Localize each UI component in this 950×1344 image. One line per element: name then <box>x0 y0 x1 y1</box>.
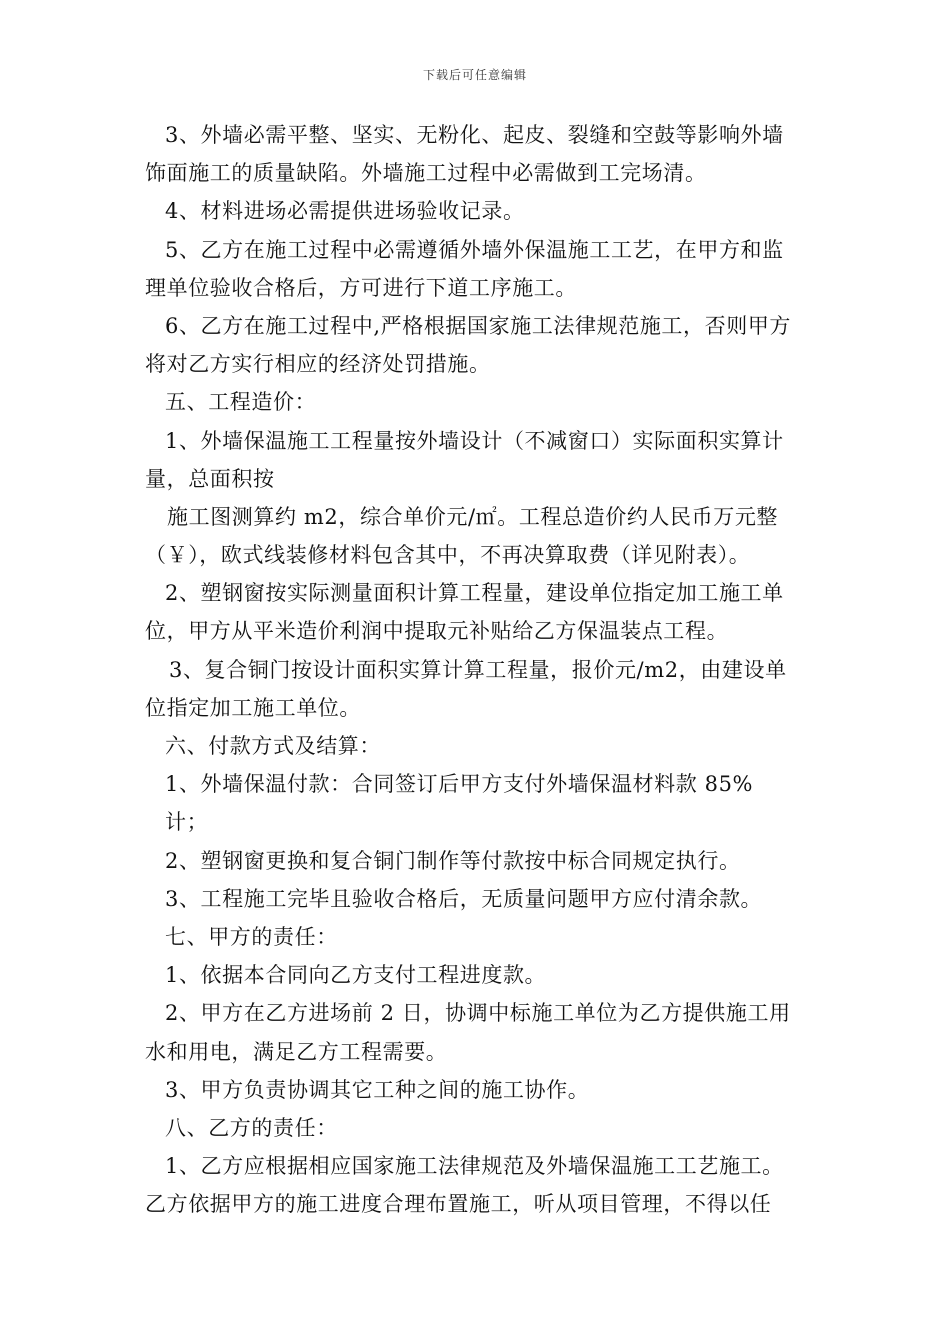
paragraph-line: 2、塑钢窗按实际测量面积计算工程量，建设单位指定加工施工单 <box>165 581 784 606</box>
paragraph-line: 量，总面积按 <box>145 466 275 491</box>
paragraph-line: 6、乙方在施工过程中,严格根据国家施工法律规范施工，否则甲方 <box>165 313 792 338</box>
section-heading: 五、工程造价： <box>165 390 317 415</box>
paragraph-line: 1、乙方应根据相应国家施工法律规范及外墙保温施工工艺施工。 <box>165 1154 784 1179</box>
paragraph-line: 2、甲方在乙方进场前 2 日，协调中标施工单位为乙方提供施工用 <box>165 1001 791 1026</box>
section-heading: 六、付款方式及结算： <box>165 734 381 758</box>
paragraph-line: 位指定加工施工单位。 <box>145 695 361 720</box>
paragraph-line: 施工图测算约 m2，综合单价元/㎡。工程总造价约人民币万元整 <box>167 504 779 529</box>
section-heading: 八、乙方的责任： <box>165 1115 338 1140</box>
paragraph-line: 2、塑钢窗更换和复合铜门制作等付款按中标合同规定执行。 <box>165 848 741 873</box>
paragraph-line: 位，甲方从平米造价利润中提取元补贴给乙方保温装点工程。 <box>145 619 729 644</box>
header-note: 下载后可任意编辑 <box>422 68 527 82</box>
paragraph-line: 乙方依据甲方的施工进度合理布置施工，听从项目管理，不得以任 <box>145 1192 772 1217</box>
paragraph-line: 4、材料进场必需提供进场验收记录。 <box>165 199 525 224</box>
paragraph-line: （￥），欧式线装修材料包含其中，不再决算取费（详见附表）。 <box>145 543 751 568</box>
paragraph-line: 1、外墙保温付款：合同签订后甲方支付外墙保温材料款 85% <box>165 772 754 797</box>
paragraph-line: 3、工程施工完毕且验收合格后，无质量问题甲方应付清余款。 <box>165 886 763 911</box>
paragraph-line: 饰面施工的质量缺陷。外墙施工过程中必需做到工完场清。 <box>145 161 707 186</box>
document-body <box>145 116 809 1223</box>
paragraph-line: 3、复合铜门按设计面积实算计算工程量，报价元/m2，由建设单 <box>169 657 787 682</box>
paragraph-line: 将对乙方实行相应的经济处罚措施。 <box>145 352 491 377</box>
paragraph-line: 3、甲方负责协调其它工种之间的施工协作。 <box>165 1077 590 1102</box>
paragraph-line: 1、外墙保温施工工程量按外墙设计（不减窗口）实际面积实算计 <box>165 428 784 453</box>
paragraph-line: 3、外墙必需平整、坚实、无粉化、起皮、裂缝和空鼓等影响外墙 <box>165 123 784 147</box>
paragraph-line: 5、乙方在施工过程中必需遵循外墙外保温施工工艺，在甲方和监 <box>165 237 784 262</box>
paragraph-line: 理单位验收合格后，方可进行下道工序施工。 <box>145 275 577 300</box>
paragraph-line: 水和用电，满足乙方工程需要。 <box>145 1039 448 1064</box>
paragraph-line: 1、依据本合同向乙方支付工程进度款。 <box>165 963 547 988</box>
paragraph-line: 计； <box>165 810 209 835</box>
section-heading: 七、甲方的责任： <box>165 924 338 949</box>
